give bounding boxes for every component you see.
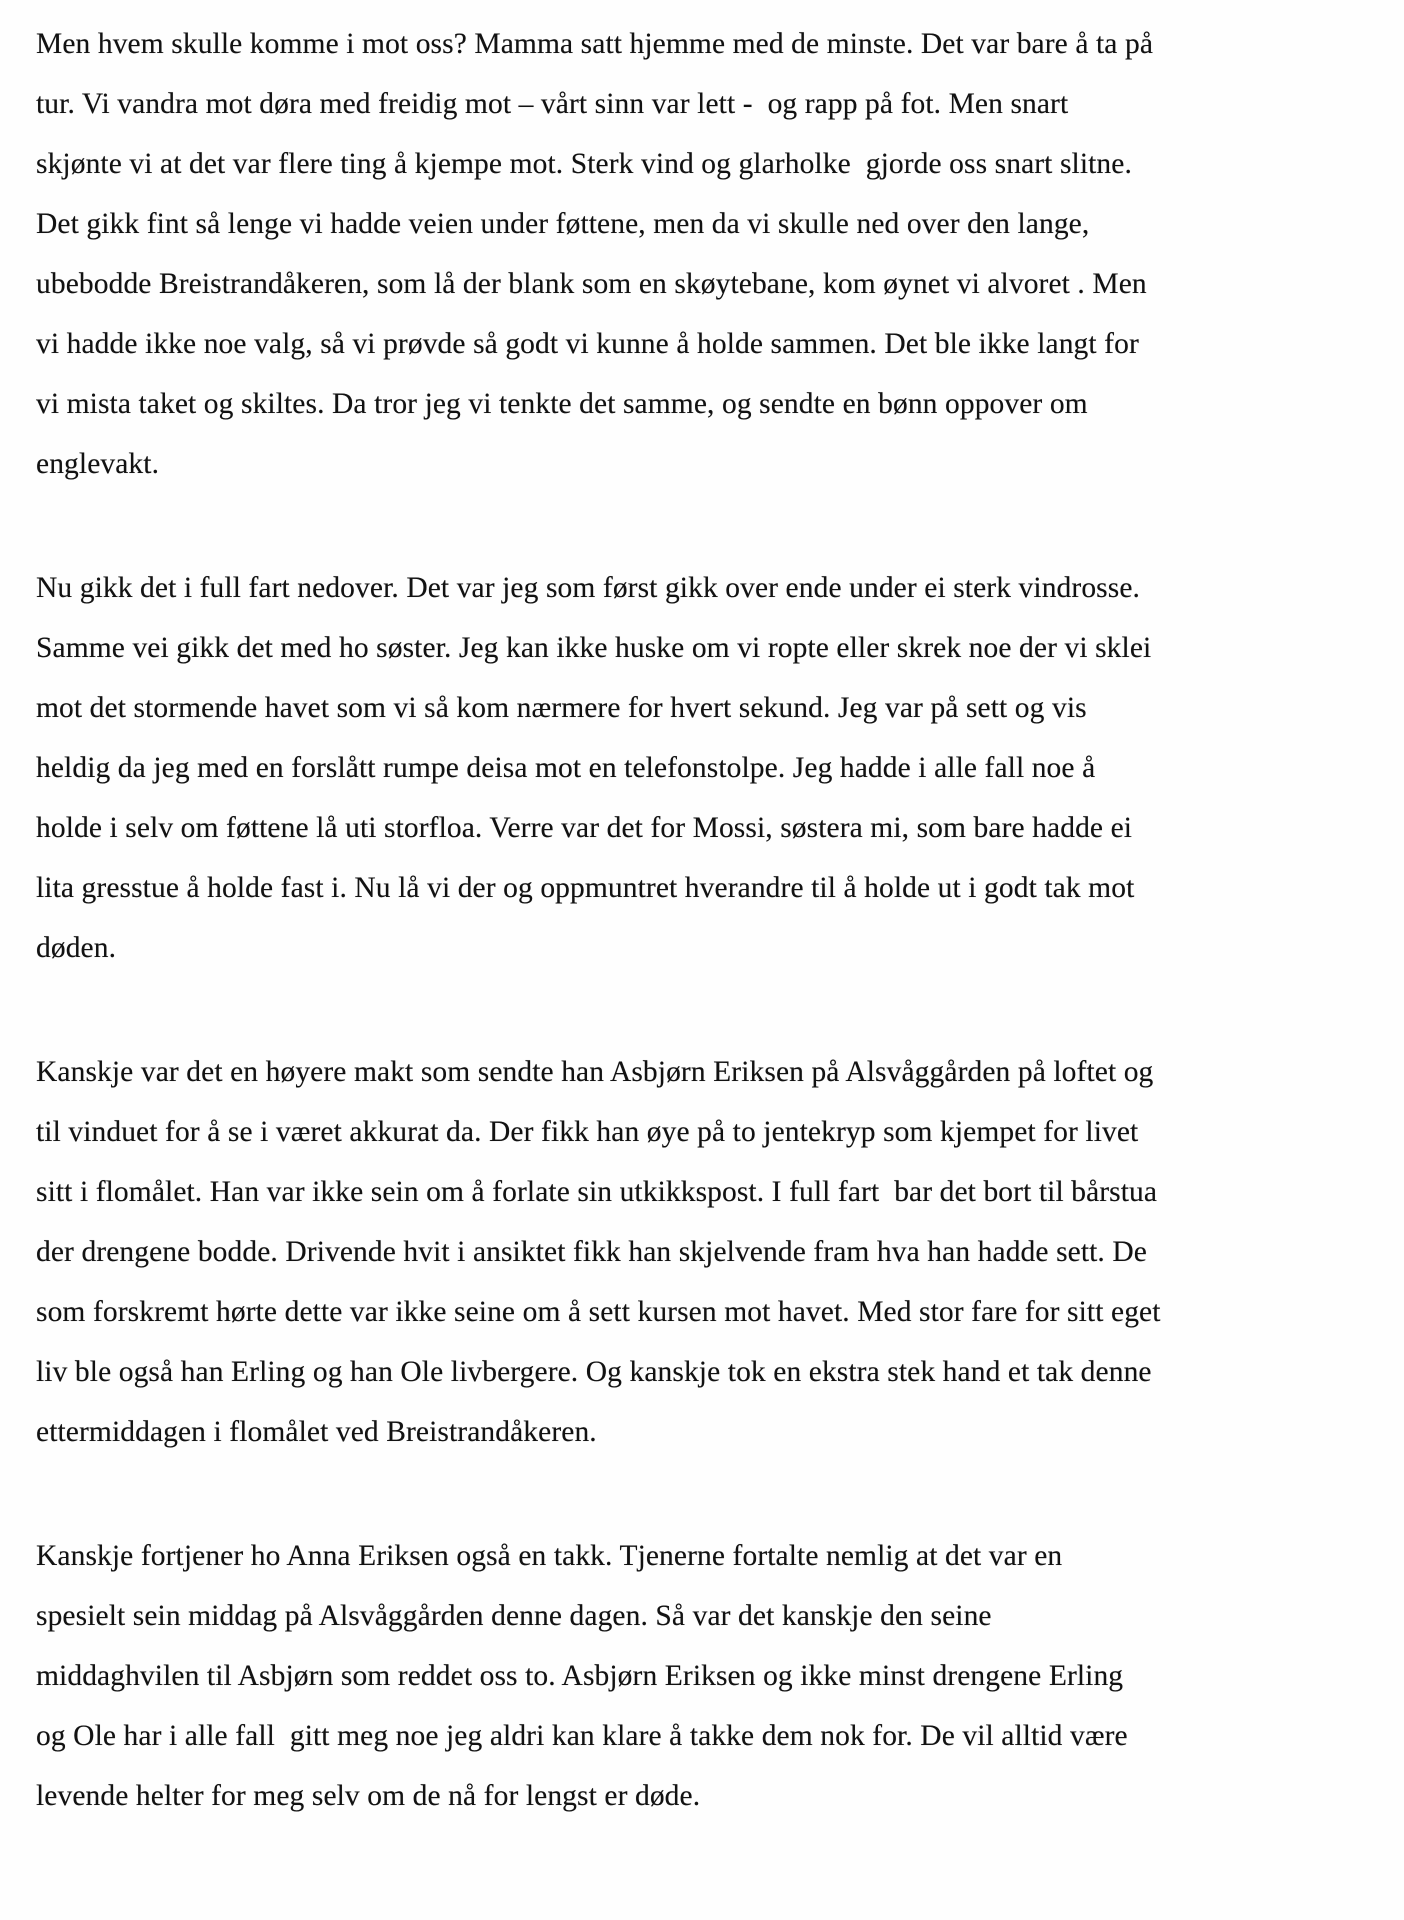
text-line: levende helter for meg selv om de nå for lengst er døde. xyxy=(36,1780,701,1812)
text-line: Nu gikk det i full fart nedover. Det var jeg som først gikk over ende under ei sterk vindrosse. xyxy=(36,572,1140,604)
text-line: ubebodde Breistrandåkeren, som lå der blank som en skøytebane, kom øynet vi alvoret . Men xyxy=(36,268,1147,300)
text-line: vi hadde ikke noe valg, så vi prøvde så godt vi kunne å holde sammen. Det ble ikke langt for xyxy=(36,328,1139,360)
text-line: og Ole har i alle fall gitt meg noe jeg aldri kan klare å takke dem nok for. De vil alltid være xyxy=(36,1720,1128,1752)
text-line: lita gresstue å holde fast i. Nu lå vi der og oppmuntret hverandre til å holde ut i godt tak mot xyxy=(36,872,1135,904)
text-line: døden. xyxy=(36,932,117,964)
text-line: englevakt. xyxy=(36,448,160,480)
text-line: spesielt sein middag på Alsvåggården denne dagen. Så var det kanskje den seine xyxy=(36,1600,992,1632)
paragraph xyxy=(36,1042,1374,1462)
text-line: Samme vei gikk det med ho søster. Jeg kan ikke huske om vi ropte eller skrek noe der vi sklei xyxy=(36,632,1152,664)
text-line: liv ble også han Erling og han Ole livbergere. Og kanskje tok en ekstra stek hand et tak denne xyxy=(36,1356,1152,1388)
text-line: heldig da jeg med en forslått rumpe deisa mot en telefonstolpe. Jeg hadde i alle fall noe å xyxy=(36,752,1096,784)
text-line: til vinduet for å se i været akkurat da. Der fikk han øye på to jentekryp som kjempet for livet xyxy=(36,1116,1139,1148)
document-text xyxy=(36,14,1374,1890)
text-line: Men hvem skulle komme i mot oss? Mamma satt hjemme med de minste. Det var bare å ta på xyxy=(36,28,1154,60)
text-line: mot det stormende havet som vi så kom nærmere for hvert sekund. Jeg var på sett og vis xyxy=(36,692,1087,724)
text-line: Det gikk fint så lenge vi hadde veien under føttene, men da vi skulle ned over den lange, xyxy=(36,208,1090,240)
text-line: middaghvilen til Asbjørn som reddet oss to. Asbjørn Eriksen og ikke minst drengene Erling xyxy=(36,1660,1124,1692)
text-line: tur. Vi vandra mot døra med freidig mot – vårt sinn var lett - og rapp på fot. Men snart xyxy=(36,88,1069,120)
text-line: skjønte vi at det var flere ting å kjempe mot. Sterk vind og glarholke gjorde oss snart slitne. xyxy=(36,148,1132,180)
paragraph xyxy=(36,14,1374,494)
paragraph xyxy=(36,1526,1374,1826)
text-line: som forskremt hørte dette var ikke seine om å sett kursen mot havet. Med stor fare for sitt eget xyxy=(36,1296,1161,1328)
paragraph xyxy=(36,558,1374,978)
text-line: Kanskje fortjener ho Anna Eriksen også en takk. Tjenerne fortalte nemlig at det var en xyxy=(36,1540,1063,1572)
text-line: sitt i flomålet. Han var ikke sein om å forlate sin utkikkspost. I full fart bar det bort til bårstua xyxy=(36,1176,1158,1208)
text-line: ettermiddagen i flomålet ved Breistrandåkeren. xyxy=(36,1416,597,1448)
text-line: der drengene bodde. Drivende hvit i ansiktet fikk han skjelvende fram hva han hadde sett. De xyxy=(36,1236,1147,1268)
text-line: holde i selv om føttene lå uti storfloa. Verre var det for Mossi, søstera mi, som bare hadde ei xyxy=(36,812,1133,844)
text-line: Kanskje var det en høyere makt som sendte han Asbjørn Eriksen på Alsvåggården på loftet og xyxy=(36,1056,1154,1088)
text-line: vi mista taket og skiltes. Da tror jeg vi tenkte det samme, og sendte en bønn oppover om xyxy=(36,388,1088,420)
